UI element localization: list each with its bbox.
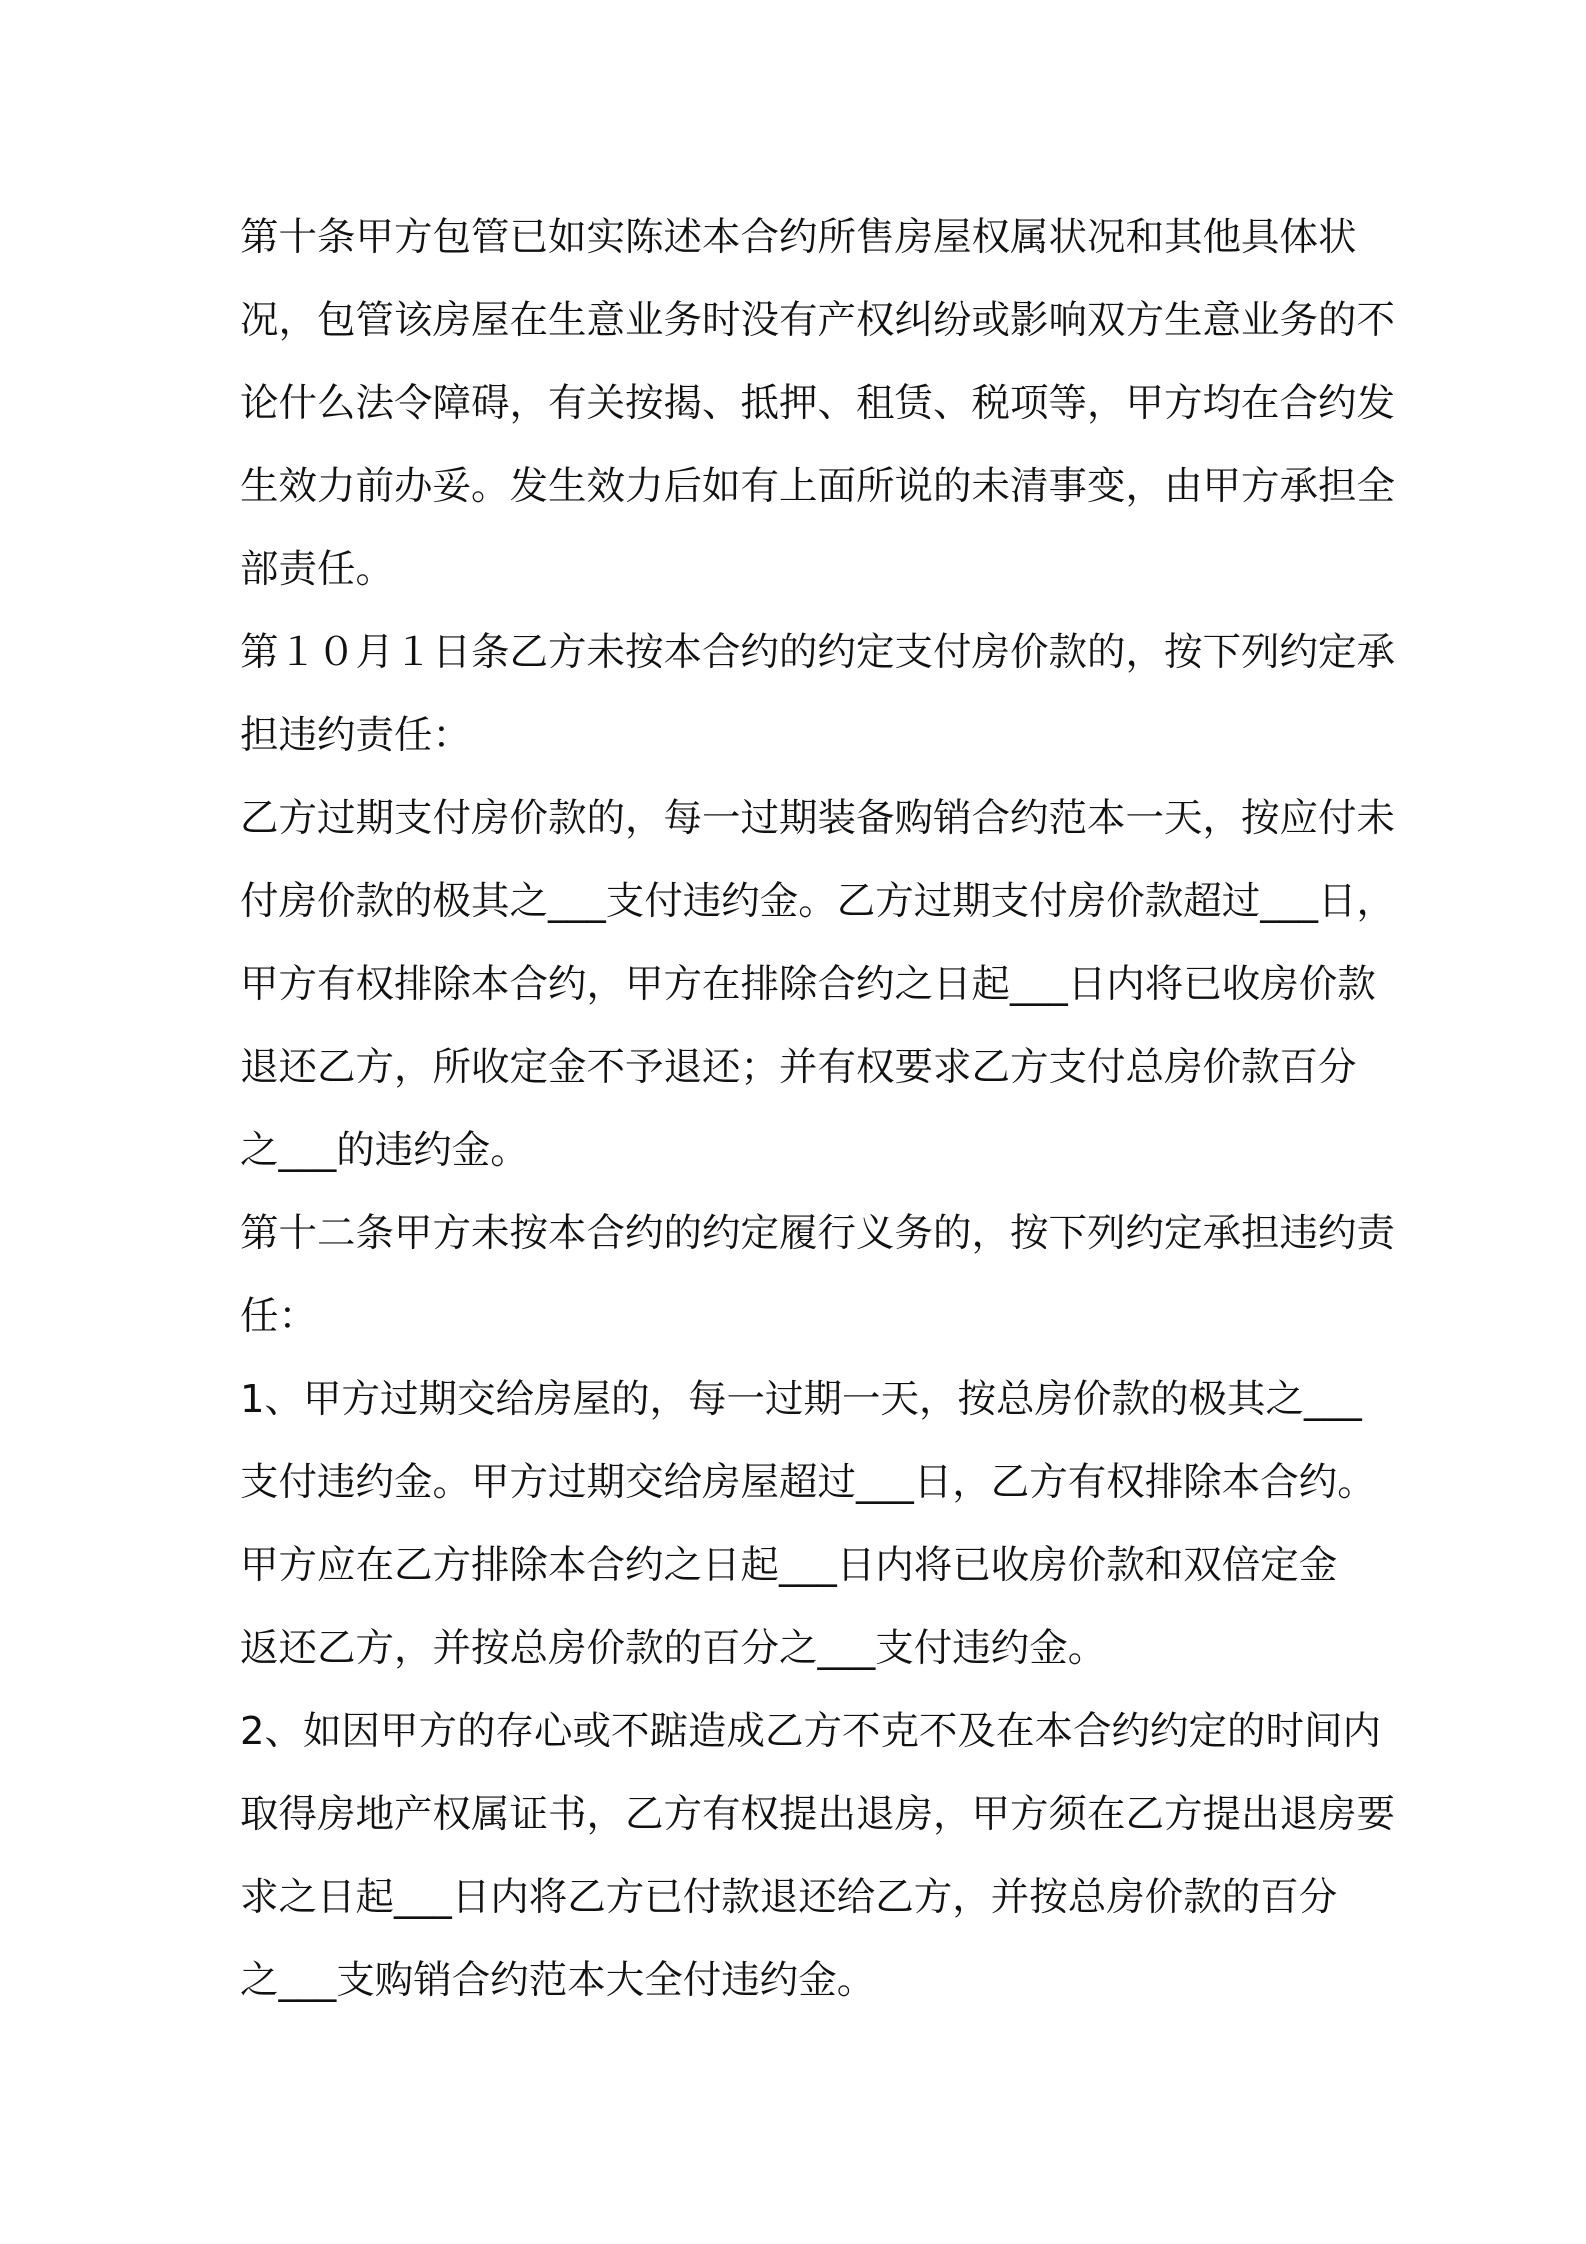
text-line: 之___的违约金。: [240, 1128, 529, 1173]
text-line: 况，包管该房屋在生意业务时没有产权纠纷或影响双方生意业务的不: [240, 298, 1396, 343]
text-line: 论什么法令障碍，有关按揭、抵押、租赁、税项等，甲方均在合约发: [240, 381, 1396, 426]
paragraph-article-12: [240, 1192, 1396, 1358]
text-line: 部责任。: [240, 547, 395, 592]
text-line: 甲方有权排除本合约，甲方在排除合约之日起___日内将已收房价款: [240, 962, 1376, 1007]
text-line: 担违约责任：: [240, 713, 472, 758]
text-line: 2、如因甲方的存心或不踮造成乙方不克不及在本合约约定的时间内: [240, 1709, 1381, 1754]
text-line: 1、甲方过期交给房屋的，每一过期一天，按总房价款的极其之___: [240, 1377, 1362, 1422]
text-line: 付房价款的极其之___支付违约金。乙方过期支付房价款超过___日，: [240, 879, 1396, 924]
text-line: 生效力前办妥。发生效力后如有上面所说的未清事变，由甲方承担全: [240, 464, 1396, 509]
paragraph-article-12-item-1: [240, 1358, 1376, 1690]
paragraph-article-11: [240, 611, 1396, 777]
text-line: 返还乙方，并按总房价款的百分之___支付违约金。: [240, 1626, 1107, 1671]
paragraph-article-10: [240, 196, 1396, 611]
paragraph-article-11-detail: [240, 777, 1396, 1192]
text-line: 第１０月１日条乙方未按本合约的约定支付房价款的，按下列约定承: [240, 630, 1396, 675]
text-line: 第十条甲方包管已如实陈述本合约所售房屋权属状况和其他具体状: [240, 215, 1357, 260]
text-line: 之___支购销合约范本大全付违约金。: [240, 1958, 876, 2003]
paragraph-article-12-item-2: [240, 1690, 1396, 2022]
text-line: 甲方应在乙方排除本合约之日起___日内将已收房价款和双倍定金: [240, 1543, 1338, 1588]
document-body: [240, 196, 1396, 2022]
text-line: 退还乙方，所收定金不予退还；并有权要求乙方支付总房价款百分: [240, 1045, 1357, 1090]
text-line: 乙方过期支付房价款的，每一过期装备购销合约范本一天，按应付未: [240, 796, 1396, 841]
text-line: 取得房地产权属证书，乙方有权提出退房，甲方须在乙方提出退房要: [240, 1792, 1396, 1837]
text-line: 支付违约金。甲方过期交给房屋超过___日，乙方有权排除本合约。: [240, 1460, 1376, 1505]
text-line: 任：: [240, 1294, 318, 1339]
text-line: 第十二条甲方未按本合约的约定履行义务的，按下列约定承担违约责: [240, 1211, 1396, 1256]
text-line: 求之日起___日内将乙方已付款退还给乙方，并按总房价款的百分: [240, 1875, 1338, 1920]
